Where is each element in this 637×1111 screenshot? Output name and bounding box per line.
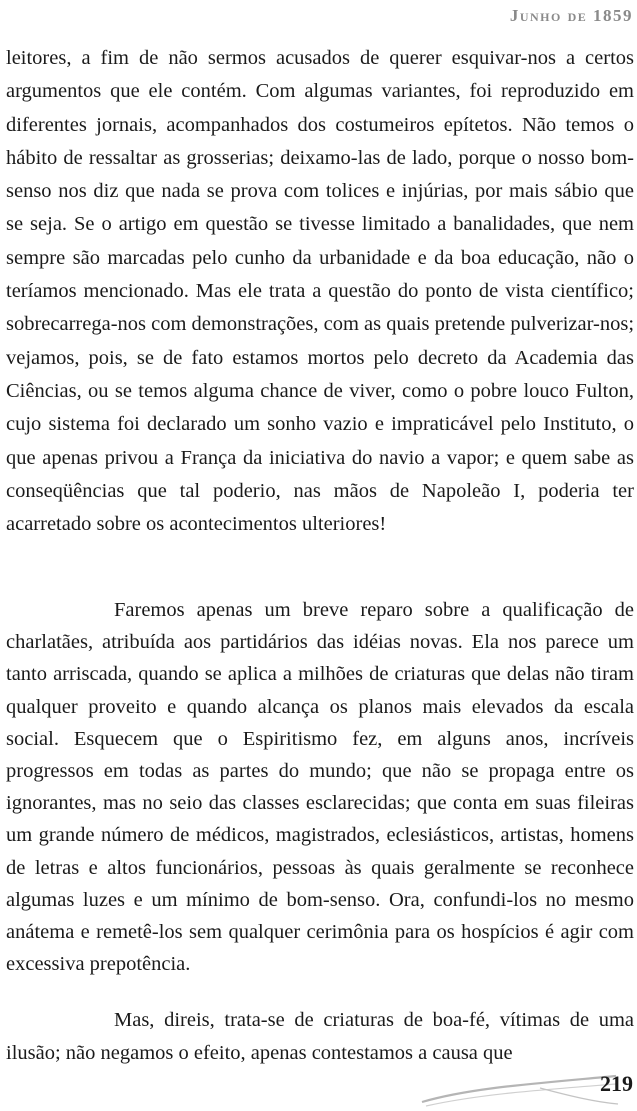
body-paragraph-3 bbox=[6, 1004, 634, 1069]
paragraph-text: Mas, direis, trata-se de criaturas de boa-fé, vítimas de uma ilusão; não negamos o efeito, apenas contestamos a causa que bbox=[6, 1009, 634, 1064]
body-paragraph-1 bbox=[6, 42, 634, 541]
running-header: Junho de 1859 bbox=[509, 6, 633, 25]
footer-ornament bbox=[420, 1062, 620, 1108]
paragraph-text: leitores, a fim de não sermos acusados de querer esquivar-nos a certos argumentos que ele contém. Com algumas variantes, foi reproduzido em diferentes jornais, acompanhados dos costumeiros epítetos. Não temos o hábito de ressaltar as grosserias; deixamo-las de lado, porque o nosso bom-senso nos diz que nada se prova com tolices e injúrias, por mais sábio que se seja. Se o artigo em questão se tivesse limitado a banalidades, que nem sempre são marcadas pelo cunho da urbanidade e da boa educação, não o teríamos mencionado. Mas ele trata a questão do ponto de vista científico; sobrecarrega-nos com demonstrações, com as quais pretende pulverizar-nos; vejamos, pois, se de fato estamos mortos pelo decreto da Academia das Ciências, ou se temos alguma chance de viver, como o pobre louco Fulton, cujo sistema foi declarado um sonho vazio e impraticável pelo Instituto, o que apenas privou a França da iniciativa do navio a vapor; e quem sabe as conseqüências que tal poderio, nas mãos de Napoleão I, poderia ter acarretado sobre os acontecimentos ulteriores! bbox=[6, 47, 635, 536]
page-number: 219 bbox=[600, 1071, 633, 1096]
body-paragraph-2 bbox=[6, 594, 634, 980]
paragraph-text: Faremos apenas um breve reparo sobre a qualificação de charlatães, atribuída aos partidários das idéias novas. Ela nos parece um tanto arriscada, quando se aplica a milhões de criaturas que delas não tiram qualquer proveito e quando alcança os planos mais elevados da escala social. Esquecem que o Espiritismo fez, em alguns anos, incríveis progressos em todas as partes do mundo; que não se propaga entre os ignorantes, mas no seio das classes esclarecidas; que conta em suas fileiras um grande número de médicos, magistrados, eclesiásticos, artistas, homens de letras e altos funcionários, pessoas às quais geralmente se reconhece algumas luzes e um mínimo de bom-senso. Ora, confundi-los no mesmo anátema e remetê-los sem qualquer cerimônia para os hospícios é agir com excessiva prepotência. bbox=[6, 599, 634, 976]
